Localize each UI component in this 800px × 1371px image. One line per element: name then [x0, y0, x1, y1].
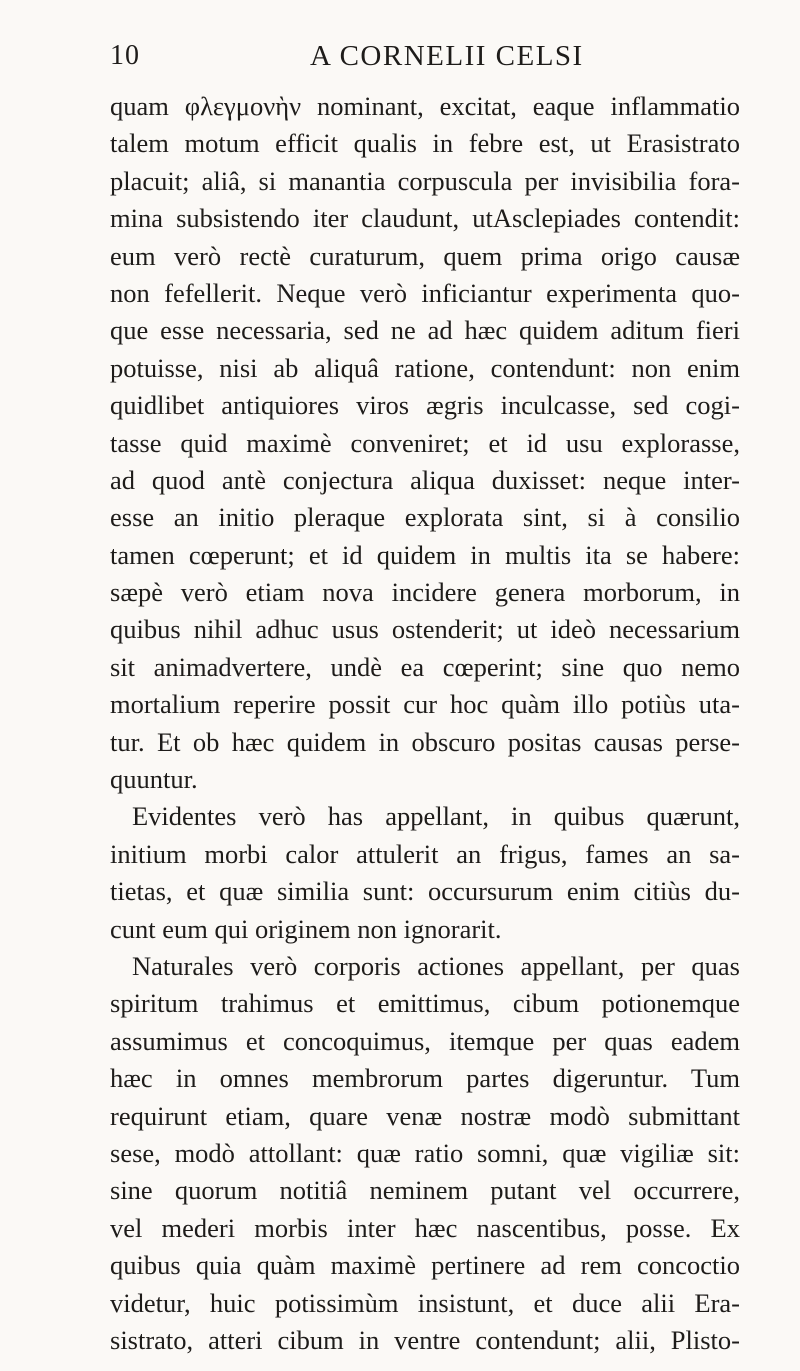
- header-title: A CORNELII CELSI: [310, 40, 584, 72]
- text-line: potuisse, nisi ab aliquâ ratione, contendunt: non enim: [110, 352, 740, 383]
- text-line: eum verò rectè curaturum, quem prima origo causæ: [110, 240, 740, 271]
- text-line: vel mederi morbis inter hæc nascentibus, posse. Ex: [110, 1212, 740, 1243]
- text-line: talem motum efficit qualis in febre est, ut Erasistrato: [110, 128, 740, 159]
- text-line: non fefellerit. Neque verò inficiantur experimenta quo-: [110, 277, 740, 308]
- paragraph-start-line: Naturales verò corporis actiones appellant, per quas: [132, 950, 740, 981]
- page-number: 10: [110, 40, 140, 71]
- text-line: videtur, huic potissimùm insistunt, et duce alii Era-: [110, 1287, 740, 1318]
- text-line: quidlibet antiquiores viros ægris inculcasse, sed cogi-: [110, 390, 740, 421]
- text-line: tamen cœperunt; et id quidem in multis ita se habere:: [110, 539, 740, 570]
- text-line: sese, modò attollant: quæ ratio somni, quæ vigiliæ sit:: [110, 1137, 740, 1168]
- text-line: sit animadvertere, undè ea cœperint; sine quo nemo: [110, 651, 740, 682]
- text-line: requirunt etiam, quare venæ nostræ modò submittant: [110, 1100, 740, 1131]
- text-line: mina subsistendo iter claudunt, utAsclepiades contendit:: [110, 203, 740, 234]
- text-body: [110, 88, 740, 1359]
- text-line: tasse quid maximè conveniret; et id usu explorasse,: [110, 427, 740, 458]
- text-line: sæpè verò etiam nova incidere genera morborum, in: [110, 577, 740, 608]
- text-line: assumimus et concoquimus, itemque per quas eadem: [110, 1025, 740, 1056]
- running-head: [110, 40, 710, 84]
- text-line: esse an initio pleraque explorata sint, si à consilio: [110, 502, 740, 533]
- text-line: hæc in omnes membrorum partes digeruntur. Tum: [110, 1063, 740, 1094]
- text-line: sine quorum notitiâ neminem putant vel occurrere,: [110, 1175, 740, 1206]
- text-line: placuit; aliâ, si manantia corpuscula per invisibilia fora-: [110, 165, 740, 196]
- paragraph-start-line: Evidentes verò has appellant, in quibus quærunt,: [132, 801, 740, 832]
- text-line: spiritum trahimus et emittimus, cibum potionemque: [110, 988, 740, 1019]
- text-line: sistrato, atteri cibum in ventre contendunt; alii, Plisto-: [110, 1324, 740, 1355]
- paragraph-end-line: cunt eum qui originem non ignorarit.: [110, 913, 502, 944]
- text-line: que esse necessaria, sed ne ad hæc quidem aditum fieri: [110, 315, 740, 346]
- text-line: quam φλεγμονὴν nominant, excitat, eaque inflammatio: [110, 91, 740, 121]
- text-line: quibus quia quàm maximè pertinere ad rem concoctio: [110, 1250, 740, 1281]
- text-line: mortalium reperire possit cur hoc quàm illo potiùs uta-: [110, 689, 740, 720]
- paragraph-end-line: quuntur.: [110, 764, 198, 795]
- text-line: quibus nihil adhuc usus ostenderit; ut ideò necessarium: [110, 614, 740, 645]
- text-line: initium morbi calor attulerit an frigus, fames an sa-: [110, 838, 740, 869]
- text-line: ad quod antè conjectura aliqua duxisset: neque inter-: [110, 464, 740, 495]
- text-line: tietas, et quæ similia sunt: occursurum enim citiùs du-: [110, 876, 740, 907]
- text-line: tur. Et ob hæc quidem in obscuro positas causas perse-: [110, 726, 740, 757]
